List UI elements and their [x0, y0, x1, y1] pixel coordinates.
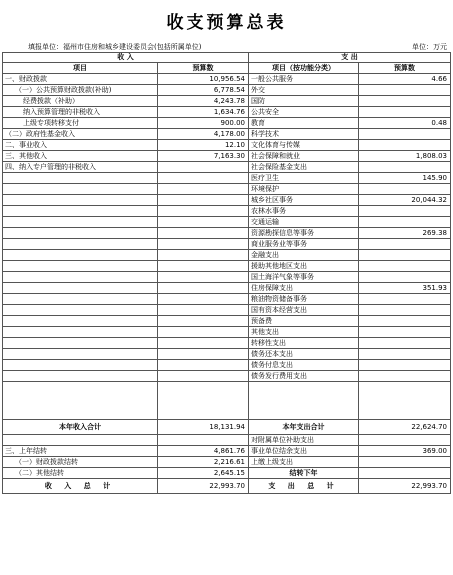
- expense-item-label: 一般公共服务: [249, 74, 359, 85]
- income-item-value: [158, 349, 249, 360]
- income-item-value: 6,778.54: [158, 85, 249, 96]
- col-header-item: 项目: [3, 63, 158, 74]
- expense-item-value: [359, 184, 451, 195]
- table-row: [3, 338, 451, 349]
- expense-item-value: [359, 360, 451, 371]
- income-item-value: [158, 195, 249, 206]
- income-item-label: [3, 184, 158, 195]
- expense-item-label: 环境保护: [249, 184, 359, 195]
- income-item-value: [158, 338, 249, 349]
- blank-row: [3, 382, 451, 420]
- expense-item-label: 社会保障和就业: [249, 151, 359, 162]
- expense-item-value: [359, 316, 451, 327]
- income-item-value: [158, 316, 249, 327]
- table-row: [3, 118, 451, 129]
- table-row: [3, 184, 451, 195]
- income-item-label: 上级专项转移支付: [3, 118, 158, 129]
- income-item-label: [3, 316, 158, 327]
- income-item-label: [3, 261, 158, 272]
- col-header-item-func: 项目（按功能分类）: [249, 63, 359, 74]
- income-item-label: [3, 228, 158, 239]
- table-row: [3, 239, 451, 250]
- income-item-value: [158, 206, 249, 217]
- income-section-header: 收 入: [3, 53, 249, 63]
- income-item-value: [158, 162, 249, 173]
- institution-surplus-value: 369.00: [359, 446, 451, 457]
- carry-next-year-label: 结转下年: [249, 468, 359, 479]
- income-item-label: 三、其他收入: [3, 151, 158, 162]
- income-item-label: （一）公共预算财政拨款(补助): [3, 85, 158, 96]
- income-item-label: [3, 217, 158, 228]
- expense-item-value: 1,808.03: [359, 151, 451, 162]
- expense-item-value: [359, 85, 451, 96]
- col-header-budget2: 预算数: [359, 63, 451, 74]
- table-row: [3, 173, 451, 184]
- table-row: [3, 294, 451, 305]
- expense-item-label: 城乡社区事务: [249, 195, 359, 206]
- income-item-value: 4,178.00: [158, 129, 249, 140]
- income-item-value: [158, 294, 249, 305]
- expense-item-value: [359, 162, 451, 173]
- expense-item-value: 0.48: [359, 118, 451, 129]
- budget-table: [2, 52, 451, 494]
- expense-section-header: 支 出: [249, 53, 451, 63]
- expense-item-value: [359, 250, 451, 261]
- expense-item-value: [359, 272, 451, 283]
- expense-item-label: 商业服务业等事务: [249, 239, 359, 250]
- expense-item-label: 外交: [249, 85, 359, 96]
- income-item-value: [158, 184, 249, 195]
- income-item-value: [158, 305, 249, 316]
- expense-item-label: 交通运输: [249, 217, 359, 228]
- table-row: [3, 479, 451, 494]
- expense-item-value: [359, 294, 451, 305]
- expense-item-label: 住房保障支出: [249, 283, 359, 294]
- income-item-value: [158, 173, 249, 184]
- income-item-value: [158, 239, 249, 250]
- expense-item-label: 粮油物资储备事务: [249, 294, 359, 305]
- table-row: [3, 420, 451, 435]
- income-item-label: [3, 195, 158, 206]
- expense-item-value: 269.38: [359, 228, 451, 239]
- table-row: [3, 360, 451, 371]
- carryover-other-value: 2,645.15: [158, 468, 249, 479]
- table-row: [3, 107, 451, 118]
- expense-item-label: 国有资本经营支出: [249, 305, 359, 316]
- income-item-label: [3, 206, 158, 217]
- income-item-value: 12.10: [158, 140, 249, 151]
- expense-item-value: [359, 261, 451, 272]
- reporting-unit: 填报单位：福州市住房和城乡建设委员会(包括所属单位): [28, 43, 202, 51]
- blank-cell: [249, 382, 359, 420]
- income-item-value: [158, 360, 249, 371]
- income-item-label: [3, 360, 158, 371]
- carryover-fiscal-label: （一）财政拨款结转: [3, 457, 158, 468]
- subsidiary-expense-label: 对附属单位补助支出: [249, 435, 359, 446]
- blank-cell: [3, 382, 158, 420]
- income-item-label: [3, 294, 158, 305]
- expense-item-value: [359, 327, 451, 338]
- table-row: [3, 457, 451, 468]
- table-row: [3, 217, 451, 228]
- expense-item-value: [359, 239, 451, 250]
- table-row: [3, 228, 451, 239]
- income-item-label: [3, 327, 158, 338]
- blank-cell: [359, 382, 451, 420]
- expense-item-label: 其他支出: [249, 327, 359, 338]
- income-item-value: 1,634.76: [158, 107, 249, 118]
- table-row: [3, 283, 451, 294]
- expense-item-label: 农林水事务: [249, 206, 359, 217]
- expense-item-value: [359, 107, 451, 118]
- table-row: [3, 96, 451, 107]
- income-item-value: [158, 228, 249, 239]
- table-row: [3, 140, 451, 151]
- expense-total-label: 本年支出合计: [249, 420, 359, 435]
- table-row: [3, 261, 451, 272]
- expense-item-value: 20,044.32: [359, 195, 451, 206]
- expense-item-value: 351.93: [359, 283, 451, 294]
- remit-superior-label: 上缴上级支出: [249, 457, 359, 468]
- currency-unit: 单位：万元: [412, 43, 447, 51]
- income-item-label: [3, 272, 158, 283]
- blank-cell: [158, 435, 249, 446]
- expense-item-label: 债务发行费用支出: [249, 371, 359, 382]
- expense-item-label: 文化体育与传媒: [249, 140, 359, 151]
- expense-item-label: 债务还本支出: [249, 349, 359, 360]
- expense-item-value: [359, 305, 451, 316]
- income-item-value: [158, 283, 249, 294]
- expense-item-value: [359, 371, 451, 382]
- income-item-value: 900.00: [158, 118, 249, 129]
- expense-item-label: 医疗卫生: [249, 173, 359, 184]
- income-item-label: （二）政府性基金收入: [3, 129, 158, 140]
- table-row: [3, 446, 451, 457]
- table-row: [3, 349, 451, 360]
- income-item-label: 纳入预算管理的非税收入: [3, 107, 158, 118]
- income-item-label: 经费拨款（补助）: [3, 96, 158, 107]
- carryover-other-label: （二）其他结转: [3, 468, 158, 479]
- expense-item-value: [359, 140, 451, 151]
- income-item-label: 四、纳入专户管理的非税收入: [3, 162, 158, 173]
- expense-item-label: 科学技术: [249, 129, 359, 140]
- income-item-label: [3, 338, 158, 349]
- blank-cell: [359, 457, 451, 468]
- income-item-value: [158, 217, 249, 228]
- expense-item-label: 资源勘探信息等事务: [249, 228, 359, 239]
- expense-item-value: 4.66: [359, 74, 451, 85]
- income-item-label: [3, 239, 158, 250]
- income-item-label: 二、事业收入: [3, 140, 158, 151]
- income-total-value: 18,131.94: [158, 420, 249, 435]
- income-total-label: 本年收入合计: [3, 420, 158, 435]
- income-item-value: [158, 261, 249, 272]
- expense-item-label: 公共安全: [249, 107, 359, 118]
- income-item-value: 7,163.30: [158, 151, 249, 162]
- page-title: 收支预算总表: [166, 13, 287, 33]
- expense-item-value: [359, 338, 451, 349]
- income-item-label: [3, 283, 158, 294]
- table-row: [3, 468, 451, 479]
- income-item-value: [158, 327, 249, 338]
- expense-item-value: [359, 129, 451, 140]
- expense-item-value: [359, 349, 451, 360]
- carryover-fiscal-value: 2,216.61: [158, 457, 249, 468]
- income-item-label: 一、财政拨款: [3, 74, 158, 85]
- table-row: [3, 151, 451, 162]
- carryover-value: 4,861.76: [158, 446, 249, 457]
- grand-income-value: 22,993.70: [158, 479, 249, 494]
- table-row: [3, 250, 451, 261]
- expense-item-label: 国防: [249, 96, 359, 107]
- table-row: [3, 305, 451, 316]
- expense-item-value: [359, 217, 451, 228]
- blank-cell: [359, 435, 451, 446]
- expense-item-label: 教育: [249, 118, 359, 129]
- grand-expense-label: 支 出 总 计: [249, 479, 359, 494]
- carryover-label: 三、上年结转: [3, 446, 158, 457]
- table-row: [3, 371, 451, 382]
- column-header-row: [3, 63, 451, 74]
- income-item-label: [3, 173, 158, 184]
- expense-item-label: 债务付息支出: [249, 360, 359, 371]
- expense-item-value: [359, 206, 451, 217]
- expense-item-value: [359, 96, 451, 107]
- income-item-label: [3, 349, 158, 360]
- table-row: [3, 85, 451, 96]
- table-row: [3, 316, 451, 327]
- table-row: [3, 162, 451, 173]
- expense-item-label: 援助其他地区支出: [249, 261, 359, 272]
- blank-cell: [3, 435, 158, 446]
- section-header-row: [3, 53, 451, 63]
- expense-item-label: 预备费: [249, 316, 359, 327]
- income-item-value: 4,243.78: [158, 96, 249, 107]
- table-row: [3, 435, 451, 446]
- income-item-value: [158, 272, 249, 283]
- income-item-value: 10,956.54: [158, 74, 249, 85]
- expense-item-value: 145.90: [359, 173, 451, 184]
- income-item-label: [3, 250, 158, 261]
- grand-expense-value: 22,993.70: [359, 479, 451, 494]
- table-row: [3, 272, 451, 283]
- institution-surplus-label: 事业单位结余支出: [249, 446, 359, 457]
- expense-item-label: 社会保险基金支出: [249, 162, 359, 173]
- expense-item-label: 转移性支出: [249, 338, 359, 349]
- expense-item-label: 国土海洋气象等事务: [249, 272, 359, 283]
- table-row: [3, 195, 451, 206]
- blank-cell: [359, 468, 451, 479]
- income-item-label: [3, 305, 158, 316]
- table-row: [3, 129, 451, 140]
- table-row: [3, 206, 451, 217]
- income-item-label: [3, 371, 158, 382]
- table-row: [3, 327, 451, 338]
- expense-total-value: 22,624.70: [359, 420, 451, 435]
- grand-income-label: 收 入 总 计: [3, 479, 158, 494]
- table-row: [3, 74, 451, 85]
- expense-item-label: 金融支出: [249, 250, 359, 261]
- income-item-value: [158, 371, 249, 382]
- income-item-value: [158, 250, 249, 261]
- col-header-budget: 预算数: [158, 63, 249, 74]
- blank-cell: [158, 382, 249, 420]
